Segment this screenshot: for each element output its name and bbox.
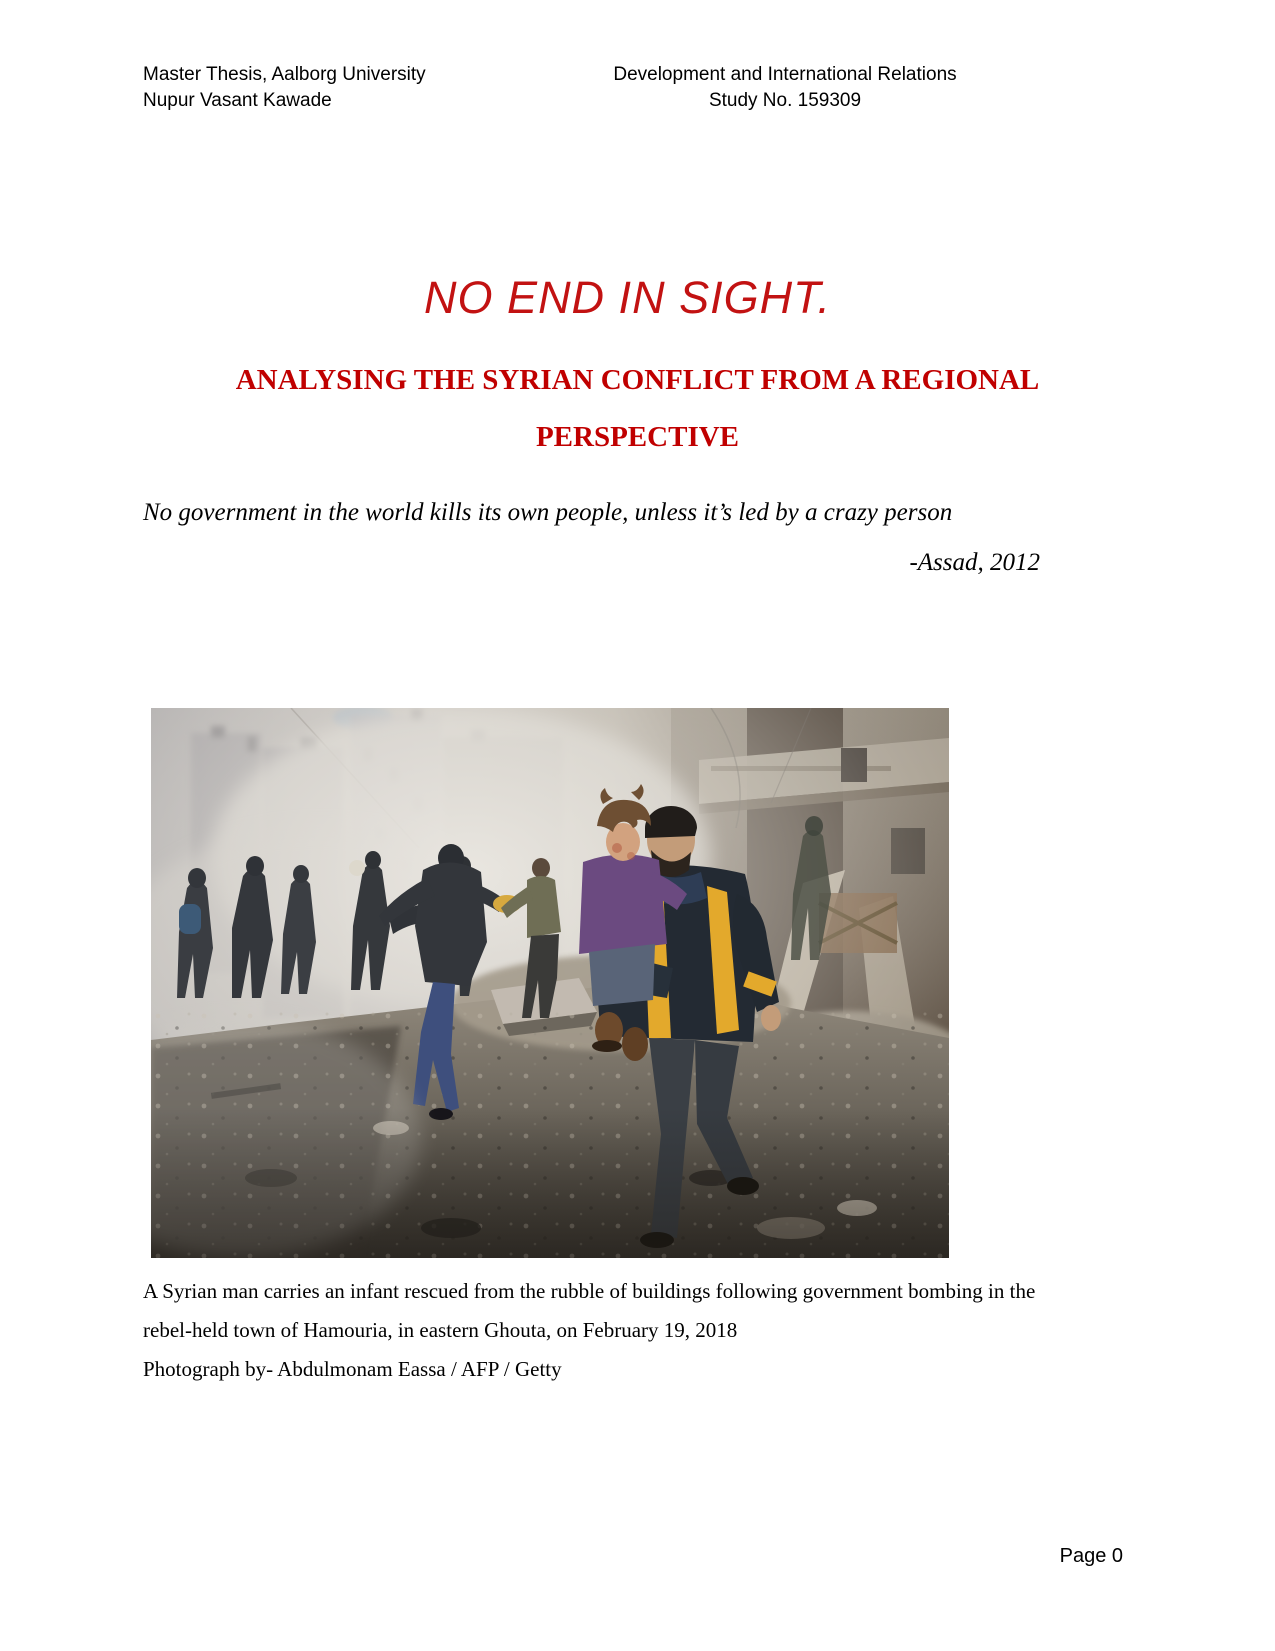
- header-study-number: Study No. 159309: [708, 90, 862, 111]
- epigraph-attribution: -Assad, 2012: [909, 549, 1040, 576]
- page-subtitle: [143, 352, 1132, 466]
- page-title: NO END IN SIGHT.: [424, 272, 831, 323]
- epigraph: [143, 498, 1040, 578]
- page-number: Page 0: [1059, 1545, 1123, 1567]
- header-left: [143, 62, 426, 114]
- header-author: Nupur Vasant Kawade: [143, 90, 332, 111]
- cover-photo: [151, 708, 949, 1258]
- photo-caption-line2: rebel-held town of Hamouria, in eastern Ghouta, on February 19, 2018: [143, 1318, 738, 1342]
- page-subtitle-line2: PERSPECTIVE: [535, 421, 740, 453]
- header-institution: Master Thesis, Aalborg University: [143, 64, 426, 85]
- epigraph-text: No government in the world kills its own people, unless it’s led by a crazy person: [143, 499, 953, 526]
- header-right: [565, 62, 1005, 114]
- photo-credit: Photograph by- Abdulmonam Eassa / AFP / Getty: [143, 1357, 562, 1381]
- header-programme: Development and International Relations: [613, 64, 957, 85]
- page-subtitle-line1: ANALYSING THE SYRIAN CONFLICT FROM A REGIONAL: [235, 364, 1040, 396]
- cover-photo-illustration: [151, 708, 949, 1258]
- photo-caption: [143, 1272, 1138, 1389]
- photo-caption-line1: A Syrian man carries an infant rescued from the rubble of buildings following government bombing in the: [143, 1279, 1036, 1303]
